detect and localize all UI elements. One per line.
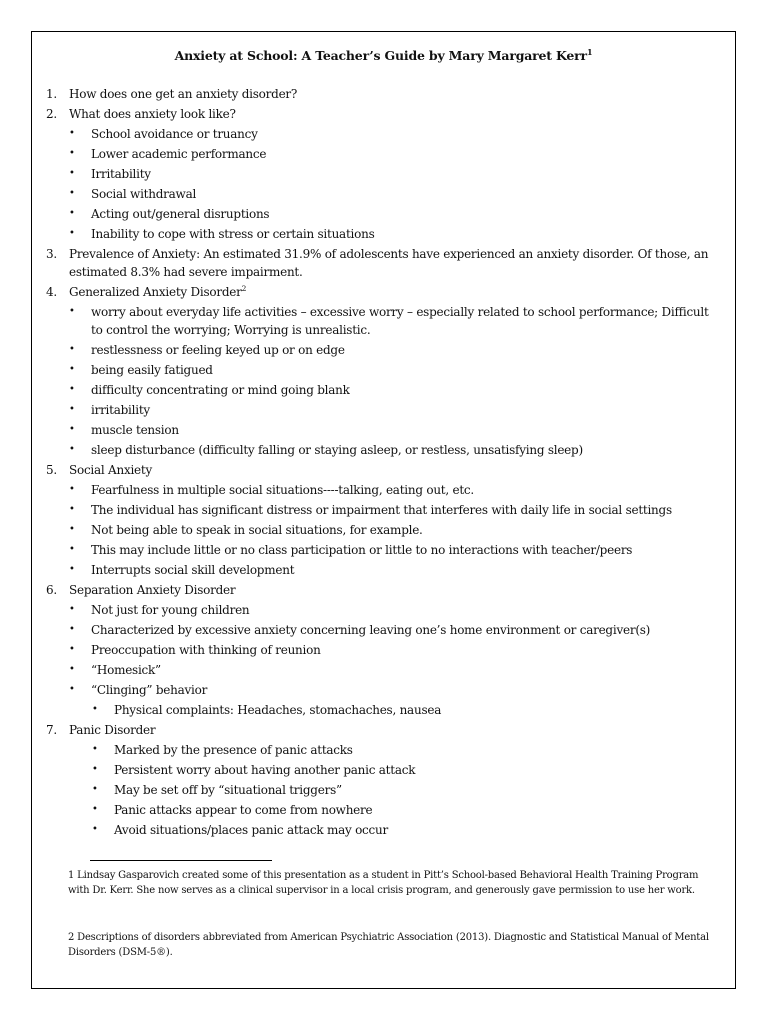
- footnote-divider: [90, 860, 272, 861]
- title-footnote-ref: 1: [586, 46, 593, 57]
- footnote-1: 1 Lindsay Gasparovich created some of this presentation as a student in Pitt’s School-based Behavioral Health Training Program with Dr. Kerr. She now serves as a clinical supervisor in a local crisis program, and generously gave permission to use her work.: [68, 870, 699, 896]
- footnote-2: 2 Descriptions of disorders abbreviated from American Psychiatric Association (2013). Diagnostic and Statistical Manual of Mental Disorders (DSM-5®).: [68, 932, 709, 958]
- list-item-continuation: estimated 8.3% had severe impairment.: [69, 265, 303, 279]
- document-title: Anxiety at School: A Teacher’s Guide by Mary Margaret Kerr$^1$: [174, 46, 593, 63]
- bullet-item-continuation: to control the worrying; Worrying is unrealistic.: [91, 323, 371, 337]
- footnote-ref: 2: [241, 284, 247, 293]
- document-page: Anxiety at School: A Teacher’s Guide by Mary Margaret Kerr$^1$ 1. How does one get an anxiety disorder? 2. What does anxiety look like? • School avoidance or truancy • Lower academic performance • Irritability • Social withdrawal • Acting out/general disruptions • Inability to cope with stress or certain situations 3. Prevalence of Anxiety: An estimated 31.9% of adolescents have experienced an anxiety disorder. Of those, an estimated 8.3% had severe impairment. 4. Generalized Anxiety Disorder$^2$ • worry about everyday life activities – excessive worry – especially related to school performance; Difficult to control the worrying; Worrying is unrealistic. • restlessness or feeling keyed up or on edge • being easily fatigued • difficulty concentrating or mind going blank • irritability • muscle tension • sleep disturbance (difficulty falling or staying asleep, or restless, unsatisfying sleep) 5. Social Anxiety • Fearfulness in multiple social situations----talking, eating out, etc. • The individual has significant distress or impairment that interferes with daily life in social settings • Not being able to speak in social situations, for example. • This may include little or no class participation or little to no interactions with teacher/peers • Interrupts social skill development 6. Separation Anxiety Disorder • Not just for young children • Characterized by excessive anxiety concerning leaving one’s home environment or caregiver(s) • Preoccupation with thinking of reunion • “Homesick” • “Clinging” behavior • Physical complaints: Headaches, stomachaches, nausea 7. Panic Disorder • Marked by the presence of panic attacks • Persistent worry about having another panic attack • May be set off by “situational triggers” • Panic attacks appear to come from nowhere • Avoid situations/places panic attack may occur 1 Lindsay Gasparovich created some of this presentation as a student in Pitt’s School-based Behavioral Health Training Program with Dr. Kerr. She now serves as a clinical supervisor in a local crisis program, and generously gave permission to use her work. 2 Descriptions of disorders abbreviated from American Psychiatric Association (2013). Diagnostic and Statistical Manual of Mental Disorders (DSM-5®).: [31, 31, 736, 989]
